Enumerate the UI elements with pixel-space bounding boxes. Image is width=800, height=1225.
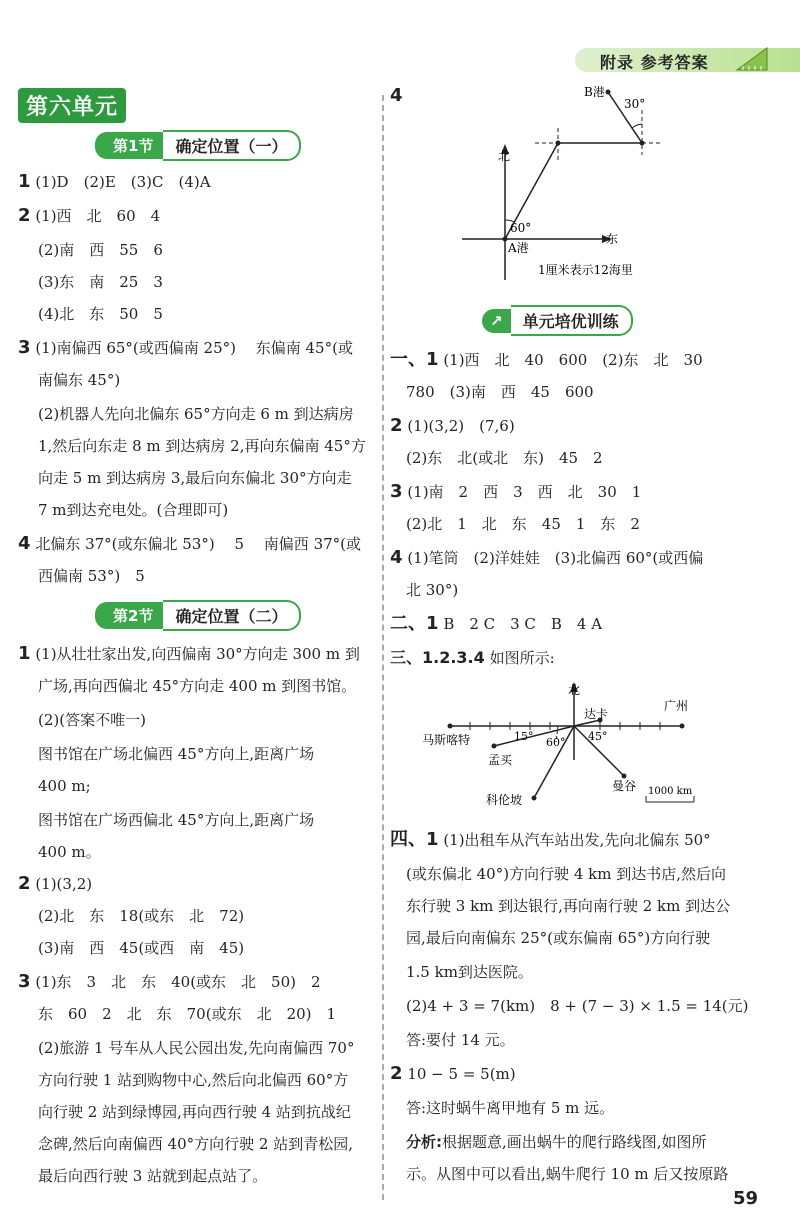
angle-a-label: 60°	[510, 221, 532, 235]
angle-15: 15°	[514, 730, 534, 743]
q-number: 四、1	[390, 829, 439, 850]
answer-line: 北 30°)	[406, 581, 459, 599]
answer-line: (1)从壮壮家出发,向西偏南 30°方向走 300 m 到	[35, 645, 360, 663]
answer-line: (3)南 西 45(或西 南 45)	[38, 939, 245, 957]
answer-line: (1)出租车从汽车站出发,先向北偏东 50°	[443, 831, 711, 849]
section-2-header	[95, 600, 301, 631]
answer-line: 如图所示:	[489, 649, 555, 667]
answer-line: 答:这时蜗牛离甲地有 5 m 远。	[406, 1099, 615, 1117]
q-number: 3	[18, 337, 31, 358]
answer-line: (1)东 3 北 东 40(或东 北 50) 2	[35, 973, 321, 991]
city-bangkok: 曼谷	[612, 779, 637, 793]
answer-line: 根据题意,画出蜗牛的爬行路线图,如图所	[442, 1133, 707, 1151]
section-3-icon: ↗	[482, 309, 511, 333]
answer-line: (2)4 + 3 = 7(km) 8 + (7 − 3) × 1.5 = 14(元)	[406, 997, 749, 1015]
map-scale: 1000 km	[648, 786, 693, 797]
q-number: 4	[18, 533, 31, 554]
page-header	[0, 40, 800, 80]
answer-line: (2)南 西 55 6	[38, 241, 163, 259]
answer-line: 方向行驶 1 站到购物中心,然后向北偏西 60°方	[38, 1071, 349, 1089]
answer-line: 7 m到达充电处。(合理即可)	[38, 501, 229, 519]
ruler-icon	[735, 44, 769, 74]
answer-line: (1)西 北 60 4	[35, 207, 161, 225]
city-dhaka: 达卡	[584, 707, 609, 721]
answer-line: (1)D (2)E (3)C (4)A	[35, 173, 211, 191]
q-number: 1	[18, 643, 31, 664]
answer-line: (2)北 1 北 东 45 1 东 2	[406, 515, 640, 533]
answer-line: (2)旅游 1 号车从人民公园出发,先向南偏西 70°	[38, 1039, 355, 1057]
angle-45: 45°	[588, 730, 608, 743]
answer-line: 东 60 2 北 东 70(或东 北 20) 1	[38, 1005, 337, 1023]
answer-line: 西偏南 53°) 5	[38, 567, 145, 585]
section-3-name: 单元培优训练	[511, 305, 633, 336]
city-muscat: 马斯喀特	[422, 733, 471, 747]
answer-line: 向行驶 2 站到绿博园,再向西行驶 4 站到抗战纪	[38, 1103, 351, 1121]
answer-line: (或东偏北 40°)方向行驶 4 km 到达书店,然后向	[406, 865, 726, 883]
analysis-label: 分析:	[406, 1133, 442, 1151]
q-number: 2	[18, 873, 31, 894]
column-divider	[382, 95, 384, 1200]
answer-line: 图书馆在广场北偏西 45°方向上,距离广场	[38, 745, 315, 763]
section-2-name: 确定位置（二）	[163, 600, 301, 631]
q-number: 三、1.2.3.4	[390, 648, 485, 667]
answer-line: 最后向西行驶 3 站就到起点站了。	[38, 1167, 268, 1185]
angle-b-label: 30°	[624, 97, 646, 111]
answer-line: (3)东 南 25 3	[38, 273, 163, 291]
q-number: 2	[390, 1063, 403, 1084]
answer-line: 园,最后向南偏东 25°(或东偏南 65°)方向行驶	[406, 929, 711, 947]
city-mumbai: 孟买	[488, 753, 513, 767]
header-label: 附录 参考答案	[600, 53, 709, 72]
q-number: 3	[18, 971, 31, 992]
section-2-tag: 第2节	[95, 602, 163, 629]
section-1-header	[95, 130, 301, 161]
q-number: 二、1	[390, 613, 439, 634]
answer-line: 南偏东 45°)	[38, 371, 121, 389]
q-number: 一、1	[390, 349, 439, 370]
answer-line: 780 (3)南 西 45 600	[406, 383, 594, 401]
north-label: 北	[498, 149, 511, 163]
answer-line: (1)南 2 西 3 西 北 30 1	[407, 483, 642, 501]
answer-line: (1)(3,2)	[35, 875, 93, 893]
city-guangzhou: 广州	[664, 699, 689, 713]
city-colombo: 科伦坡	[486, 793, 523, 807]
scale-label: 1厘米表示12海里	[538, 263, 633, 277]
answer-line: (4)北 东 50 5	[38, 305, 163, 323]
answer-line: 向走 5 m 到达病房 3,最后向东偏北 30°方向走	[38, 469, 352, 487]
answer-line: 图书馆在广场西偏北 45°方向上,距离广场	[38, 811, 315, 829]
map-north-label: 北	[568, 683, 581, 697]
east-label: 东	[606, 232, 619, 246]
section-1-name: 确定位置（一）	[163, 130, 301, 161]
answer-line: (2)北 东 18(或东 北 72)	[38, 907, 245, 925]
answer-line: 400 m。	[38, 843, 101, 861]
port-route-diagram	[440, 80, 680, 285]
q-number: 4	[390, 547, 403, 568]
answer-line: (1)南偏西 65°(或西偏南 25°) 东偏南 45°(或	[35, 339, 353, 357]
answer-line: 1,然后向东走 8 m 到达病房 2,再向东偏南 45°方	[38, 437, 366, 455]
q-number: 2	[18, 205, 31, 226]
answer-line: 400 m;	[38, 777, 91, 795]
answer-line: 广场,再向西偏北 45°方向走 400 m 到图书馆。	[38, 677, 357, 695]
q-number: 3	[390, 481, 403, 502]
q4-number: 4	[390, 85, 403, 106]
answer-line: (2)(答案不唯一)	[38, 711, 146, 729]
angle-60: 60°	[546, 736, 566, 749]
page-number: 59	[732, 1188, 758, 1209]
section-1-tag: 第1节	[95, 132, 163, 159]
map-diagram	[410, 680, 710, 808]
answer-line: B 2 C 3 C B 4 A	[443, 615, 603, 633]
answer-line: (1)笔筒 (2)洋娃娃 (3)北偏西 60°(或西偏	[407, 549, 704, 567]
answer-line: 念碑,然后向南偏西 40°方向行驶 2 站到青松园,	[38, 1135, 353, 1153]
port-b-label: B港	[584, 85, 605, 99]
answer-line: (1)西 北 40 600 (2)东 北 30	[443, 351, 703, 369]
q-number: 1	[18, 171, 31, 192]
answer-line: 示。从图中可以看出,蜗牛爬行 10 m 后又按原路	[406, 1165, 729, 1183]
answer-line: 10 − 5 = 5(m)	[407, 1065, 516, 1083]
answer-line: (1)(3,2) (7,6)	[407, 417, 515, 435]
unit-title: 第六单元	[18, 88, 126, 123]
section-3-header	[482, 305, 633, 336]
answer-line: 答:要付 14 元。	[406, 1031, 515, 1049]
port-a-label: A港	[508, 241, 529, 255]
answer-line: (2)东 北(或北 东) 45 2	[406, 449, 603, 467]
answer-line: 1.5 km到达医院。	[406, 963, 533, 981]
answer-line: 北偏东 37°(或东偏北 53°) 5 南偏西 37°(或	[35, 535, 362, 553]
answer-line: 东行驶 3 km 到达银行,再向南行驶 2 km 到达公	[406, 897, 731, 915]
q-number: 2	[390, 415, 403, 436]
answer-line: (2)机器人先向北偏东 65°方向走 6 m 到达病房	[38, 405, 354, 423]
